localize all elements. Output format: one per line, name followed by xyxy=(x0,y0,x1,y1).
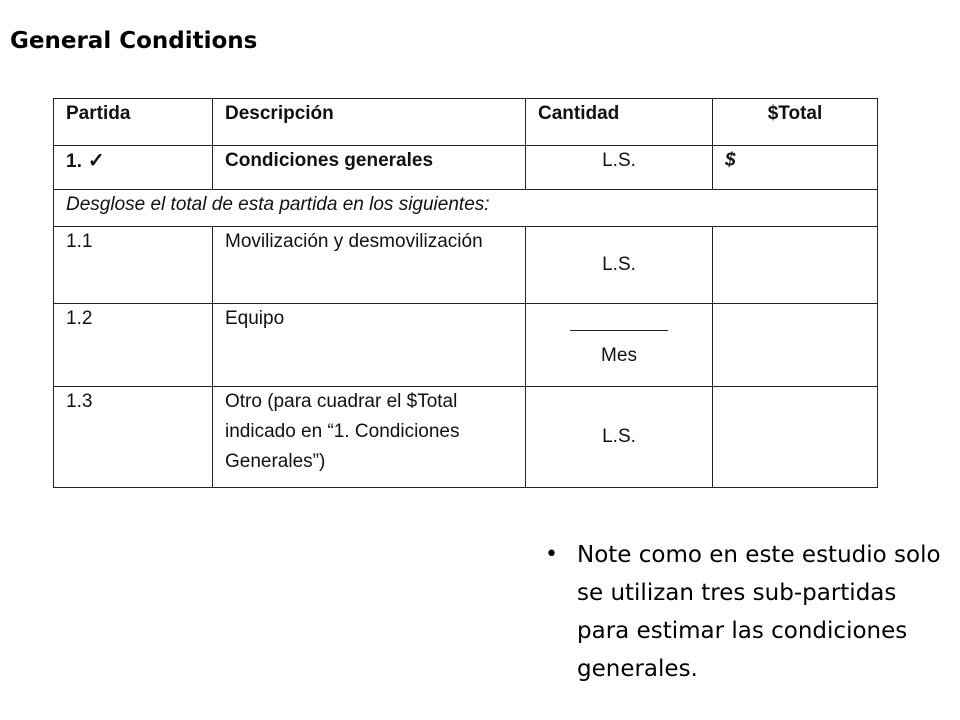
row-number: 1.1 xyxy=(54,227,213,304)
header-descripcion: Descripción xyxy=(213,99,526,146)
breakdown-instruction: Desglose el total de esta partida en los siguientes: xyxy=(54,190,878,227)
row-quantity: L.S. xyxy=(526,146,713,190)
row-total-empty xyxy=(713,304,878,387)
header-cantidad: Cantidad xyxy=(526,99,713,146)
table-row xyxy=(54,227,878,304)
header-total: $Total xyxy=(713,99,878,146)
table-row xyxy=(54,146,878,190)
header-partida: Partida xyxy=(54,99,213,146)
table-row xyxy=(54,304,878,387)
row-quantity-cell xyxy=(526,304,713,387)
table-header-row xyxy=(54,99,878,146)
row-description: Otro (para cuadrar el $Total indicado en “1. Condiciones Generales”) xyxy=(213,387,526,488)
row-quantity: L.S. xyxy=(526,387,713,488)
row-description: Equipo xyxy=(213,304,526,387)
row-quantity: Mes xyxy=(601,345,637,366)
row-description: Condiciones generales xyxy=(213,146,526,190)
row-number: 1. xyxy=(66,151,82,172)
cost-breakdown-table xyxy=(53,98,878,488)
row-description: Movilización y desmovilización xyxy=(213,227,526,304)
blank-fill-line xyxy=(570,310,668,331)
bullet-icon: • xyxy=(545,542,558,567)
bullet-note xyxy=(545,536,950,688)
table-row xyxy=(54,387,878,488)
checkmark-icon: ✓ xyxy=(87,150,105,172)
table-note-row xyxy=(54,190,878,227)
row-number-cell xyxy=(54,146,213,190)
row-number: 1.3 xyxy=(54,387,213,488)
row-quantity: L.S. xyxy=(526,227,713,304)
page-title: General Conditions xyxy=(10,28,258,54)
bullet-text: Note como en este estudio solo se utilizan tres sub-partidas para estimar las condiciones generales. xyxy=(577,542,941,682)
row-total-empty xyxy=(713,387,878,488)
row-number: 1.2 xyxy=(54,304,213,387)
row-total-empty xyxy=(713,227,878,304)
row-total: $ xyxy=(713,146,878,190)
